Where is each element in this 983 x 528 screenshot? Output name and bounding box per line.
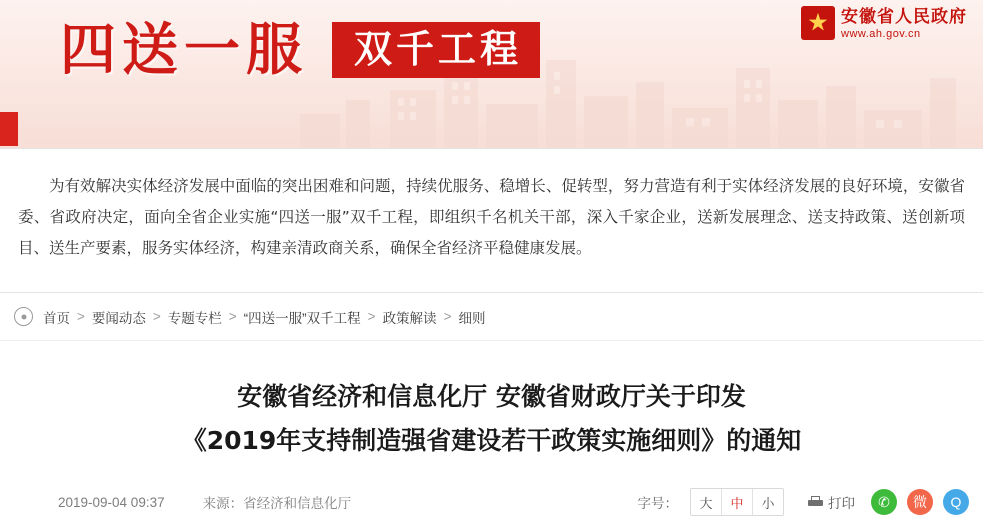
- article-section: [0, 341, 983, 463]
- national-emblem-icon: ★: [801, 6, 835, 40]
- site-banner: [0, 0, 983, 148]
- banner-title-group: [60, 17, 540, 83]
- intro-paragraph: 为有效解决实体经济发展中面临的突出困难和问题，持续优服务、稳增长、促转型，努力营造有利于实体经济发展的良好环境，安徽省委、省政府决定，面向全省企业实施“四送一服”双千工程，即组织千名机关干部，深入千家企业，送新发展理念、送支持政策、送创新项目、送生产要素，服务实体经济，构建亲清政商关系，确保全省经济平稳健康发展。: [18, 177, 965, 257]
- publish-date: 2019-09-04 09:37: [58, 494, 165, 510]
- meta-tools: [638, 488, 970, 516]
- banner-subtitle: 双千工程: [332, 22, 540, 78]
- share-weibo-icon[interactable]: 微: [907, 489, 933, 515]
- breadcrumb-separator: >: [367, 309, 376, 324]
- breadcrumb-item-special-column[interactable]: 专题专栏: [167, 310, 222, 326]
- banner-accent-block: [0, 112, 18, 146]
- breadcrumb-item-policy-interpretation[interactable]: 政策解读: [382, 310, 437, 326]
- location-pin-icon: [14, 307, 33, 326]
- breadcrumb-separator: >: [228, 309, 237, 324]
- breadcrumb-separator: >: [152, 309, 161, 324]
- fontsize-large-button[interactable]: 大: [691, 489, 722, 515]
- fontsize-label: 字号：: [637, 496, 678, 511]
- share-wechat-icon[interactable]: ✆: [871, 489, 897, 515]
- printer-icon: [808, 496, 823, 509]
- breadcrumb: [0, 293, 983, 341]
- breadcrumb-separator: >: [77, 309, 85, 324]
- print-button[interactable]: [808, 492, 855, 512]
- gov-url: www.ah.gov.cn: [841, 28, 921, 41]
- fontsize-medium-button[interactable]: 中: [722, 489, 753, 515]
- article-source: 来源：省经济和信息化厅: [202, 496, 352, 511]
- fontsize-small-button[interactable]: 小: [753, 489, 783, 515]
- breadcrumb-item-rules[interactable]: 细则: [458, 310, 486, 326]
- print-label: 打印: [828, 496, 855, 511]
- banner-title: 四送一服: [60, 17, 308, 83]
- intro-section: [0, 148, 983, 293]
- article-meta-bar: [0, 476, 983, 528]
- breadcrumb-item-home[interactable]: 首页: [43, 310, 70, 326]
- breadcrumb-separator: >: [443, 309, 452, 324]
- page-title-line-2: 《2019年支持制造强省建设若干政策实施细则》的通知: [181, 425, 802, 455]
- breadcrumb-item-news[interactable]: 要闻动态: [91, 310, 146, 326]
- gov-logo-text: [841, 6, 967, 42]
- gov-name: 安徽省人民政府: [841, 7, 967, 26]
- fontsize-selector: [690, 488, 784, 516]
- share-qzone-icon[interactable]: Q: [943, 489, 969, 515]
- breadcrumb-item-project[interactable]: “四送一服”双千工程: [243, 310, 361, 326]
- page-title: [60, 375, 923, 463]
- page-title-line-1: 安徽省经济和信息化厅 安徽省财政厅关于印发: [237, 382, 746, 411]
- gov-logo[interactable]: [801, 6, 967, 42]
